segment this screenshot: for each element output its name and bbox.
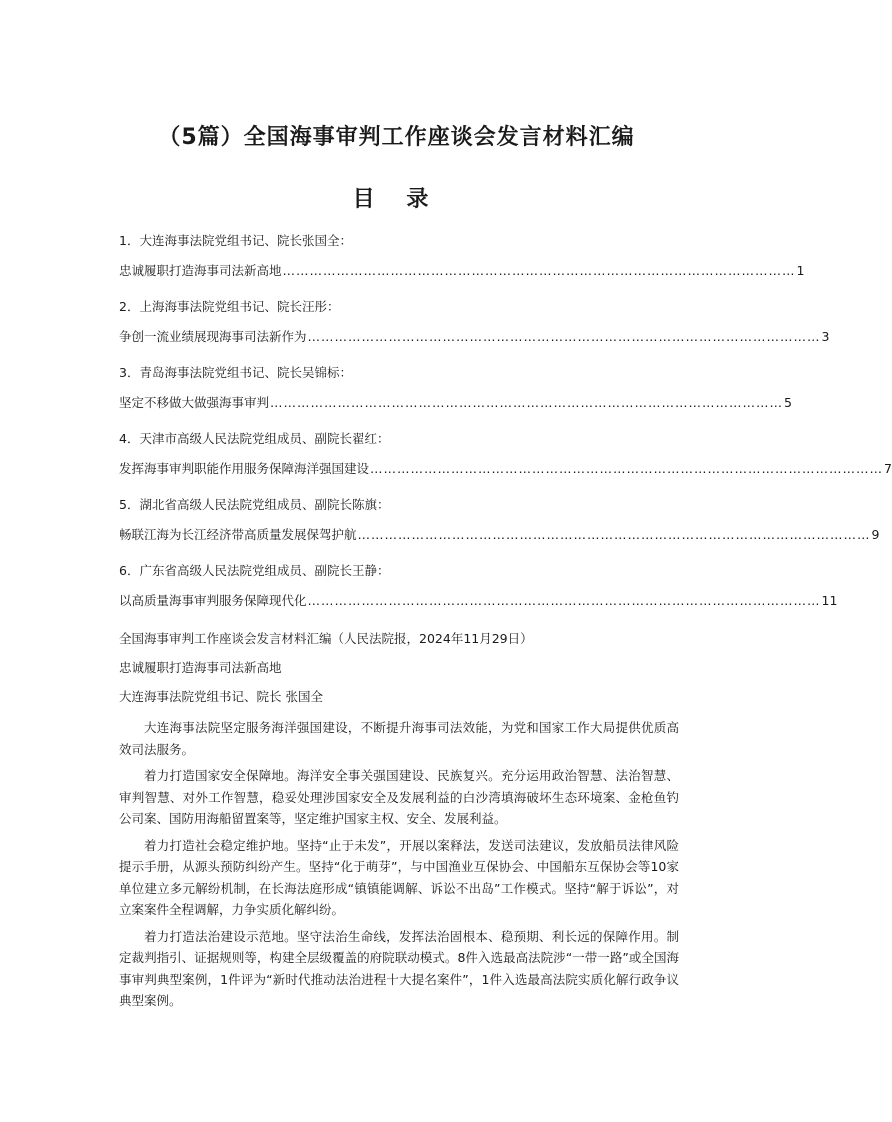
toc-entry-title: 以高质量海事审判服务保障现代化 <box>119 593 307 608</box>
document-title: （5篇）全国海事审判工作座谈会发言材料汇编 <box>158 125 635 150</box>
toc-entry-title: 坚定不移做大做强海事审判 <box>119 395 270 410</box>
toc-item <box>119 232 805 298</box>
table-of-contents <box>119 232 892 628</box>
toc-item <box>119 298 830 364</box>
toc-entry-title: 发挥海事审判职能作用服务保障海洋强国建设 <box>119 461 370 476</box>
toc-page-number: 9 <box>871 527 880 542</box>
source-line: 全国海事审判工作座谈会发言材料汇编（人民法院报，2024年11月29日） <box>119 631 533 646</box>
toc-page-number: 3 <box>821 329 830 344</box>
toc-entry[interactable] <box>119 592 838 628</box>
article-paragraph: 着力打造法治建设示范地。坚守法治生命线，发挥法治固根本、稳预期、利长远的保障作用。制定裁判指引、证据规则等，构建全层级覆盖的府院联动模式。8件入选最高法院涉“一带一路”或全国海事审判典型案例，1件评为“新时代推动法治进程十大提名案件”，1件入选最高法院实质化解行政争议典型案例。 <box>119 928 679 1008</box>
toc-heading: 目 录 <box>352 187 441 212</box>
toc-author: 1．大连海事法院党组书记、院长张国全： <box>119 233 352 248</box>
toc-page-number: 5 <box>784 395 792 410</box>
article-paragraph: 大连海事法院坚定服务海洋强国建设，不断提升海事司法效能，为党和国家工作大局提供优质高效司法服务。 <box>119 720 679 757</box>
toc-page-number: 11 <box>821 593 838 608</box>
toc-leader-dots: …………………………………………………………………………………………………… <box>307 329 821 344</box>
toc-page-number: 1 <box>796 263 805 278</box>
toc-item <box>119 562 838 628</box>
toc-author: 5．湖北省高级人民法院党组成员、副院长陈旗： <box>119 497 390 512</box>
toc-leader-dots: …………………………………………………………………………………………………… <box>357 527 871 542</box>
article-paragraph: 着力打造社会稳定维护地。坚持“止于未发”，开展以案释法，发送司法建议，发放船员法律风险提示手册，从源头预防纠纷产生。坚持“化于萌芽”，与中国渔业互保协会、中国船东互保协会等10家单位建立多元解纷机制，在长海法庭形成“镇镇能调解、诉讼不出岛”工作模式。坚持“解于诉讼”，对立案案件全程调解，力争实质化解纠纷。 <box>119 837 679 917</box>
toc-author: 4．天津市高级人民法院党组成员、副院长翟红： <box>119 431 390 446</box>
toc-entry[interactable] <box>119 328 830 364</box>
toc-author: 6．广东省高级人民法院党组成员、副院长王静： <box>119 563 390 578</box>
article <box>119 630 679 1017</box>
toc-item <box>119 364 792 430</box>
toc-author: 2．上海海事法院党组书记、院长汪彤： <box>119 299 340 314</box>
toc-leader-dots: …………………………………………………………………………………………………… <box>282 263 796 278</box>
toc-entry-title: 忠诚履职打造海事司法新高地 <box>119 263 282 278</box>
toc-entry[interactable] <box>119 526 880 562</box>
toc-leader-dots: …………………………………………………………………………………………………… <box>307 593 821 608</box>
toc-entry[interactable] <box>119 394 792 430</box>
toc-page-number: 7 <box>884 461 892 476</box>
toc-entry-title: 畅联江海为长江经济带高质量发展保驾护航 <box>119 527 357 542</box>
toc-item <box>119 496 880 562</box>
toc-entry[interactable] <box>119 460 892 496</box>
toc-entry-title: 争创一流业绩展现海事司法新作为 <box>119 329 307 344</box>
article-title: 忠诚履职打造海事司法新高地 <box>119 660 282 675</box>
article-paragraph: 着力打造国家安全保障地。海洋安全事关强国建设、民族复兴。充分运用政治智慧、法治智慧、审判智慧、对外工作智慧，稳妥处理涉国家安全及发展利益的白沙湾填海破坏生态环境案、金枪鱼钓公司案、国防用海船留置案等，坚定维护国家主权、安全、发展利益。 <box>119 768 679 826</box>
toc-author: 3．青岛海事法院党组书记、院长吴锦标： <box>119 365 352 380</box>
article-author: 大连海事法院党组书记、院长 张国全 <box>119 689 323 704</box>
toc-leader-dots: …………………………………………………………………………………………………… <box>270 395 784 410</box>
toc-leader-dots: …………………………………………………………………………………………………… <box>370 461 884 476</box>
toc-entry[interactable] <box>119 262 805 298</box>
toc-item <box>119 430 892 496</box>
